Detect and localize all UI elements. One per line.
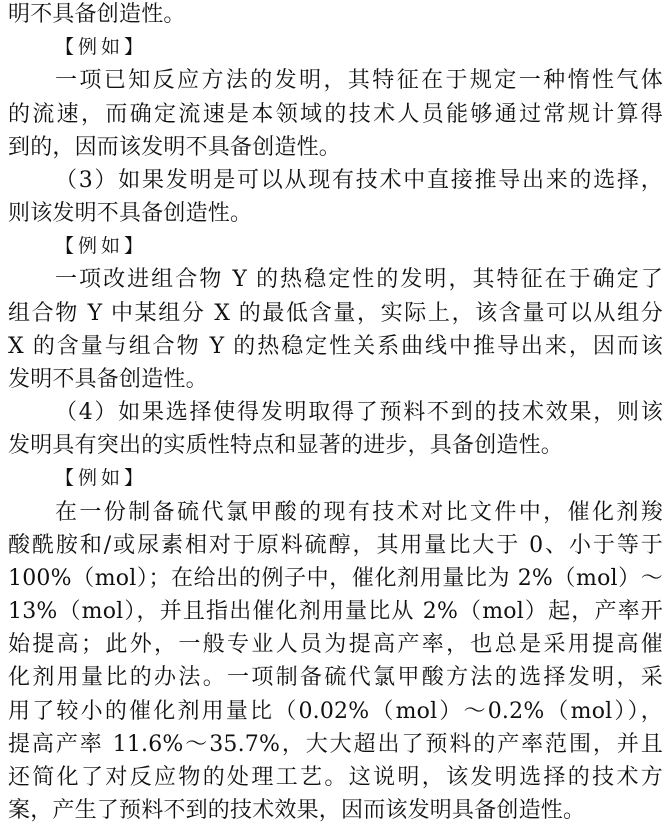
text-line: 明不具备创造性。 [8,2,186,27]
example-heading: 【例如】 [55,235,148,258]
text-line: （3）如果发明是可以从现有技术中直接推导出来的选择， [55,167,663,193]
text-line: 到的，因而该发明不具备创造性。 [8,134,342,160]
text-line: 一项改进组合物 Y 的热稳定性的发明，其特征在于确定了 [55,267,663,293]
text-line: 的流速，而确定流速是本领域的技术人员能够通过常规计算得 [8,101,663,127]
text-line: 一项已知反应方法的发明，其特征在于规定一种惰性气体 [55,68,663,94]
text-line: 100%（mol）；在给出的例子中，催化剂用量比为 2%（mol）～ [8,565,663,591]
text-line: 还简化了对反应物的处理工艺。这说明，该发明选择的技术方 [8,764,663,790]
text-line: 始提高；此外，一般专业人员为提高产率，也总是采用提高催 [8,632,663,658]
example-heading: 【例如】 [55,36,148,59]
text-line: （4）如果选择使得发明取得了预料不到的技术效果，则该 [55,400,663,426]
text-line: 案，产生了预料不到的技术效果，因而该发明具备创造性。 [8,798,586,824]
text-line: 组合物 Y 中某组分 X 的最低含量，实际上，该含量可以从组分 [8,300,663,326]
text-line: 提高产率 11.6%～35.7%，大大超出了预料的产率范围，并且 [8,731,663,757]
example-heading: 【例如】 [55,467,148,490]
text-line: 用了较小的催化剂用量比（0.02%（mol）～0.2%（mol））， [8,698,663,724]
text-line: 则该发明不具备创造性。 [8,201,253,227]
text-line: 发明具有突出的实质性特点和显著的进步，具备创造性。 [8,433,564,459]
text-line: 酸酰胺和/或尿素相对于原料硫醇，其用量比大于 0、小于等于 [8,532,663,558]
text-line: X 的含量与组合物 Y 的热稳定性关系曲线中推导出来，因而该 [8,333,663,359]
text-line: 化剂用量比的办法。一项制备硫代氯甲酸方法的选择发明，采 [8,665,663,691]
text-line: 13%（mol），并且指出催化剂用量比从 2%（mol）起，产率开 [8,599,663,625]
text-line: 发明不具备创造性。 [8,366,208,392]
text-line: 在一份制备硫代氯甲酸的现有技术对比文件中，催化剂羧 [55,499,663,525]
